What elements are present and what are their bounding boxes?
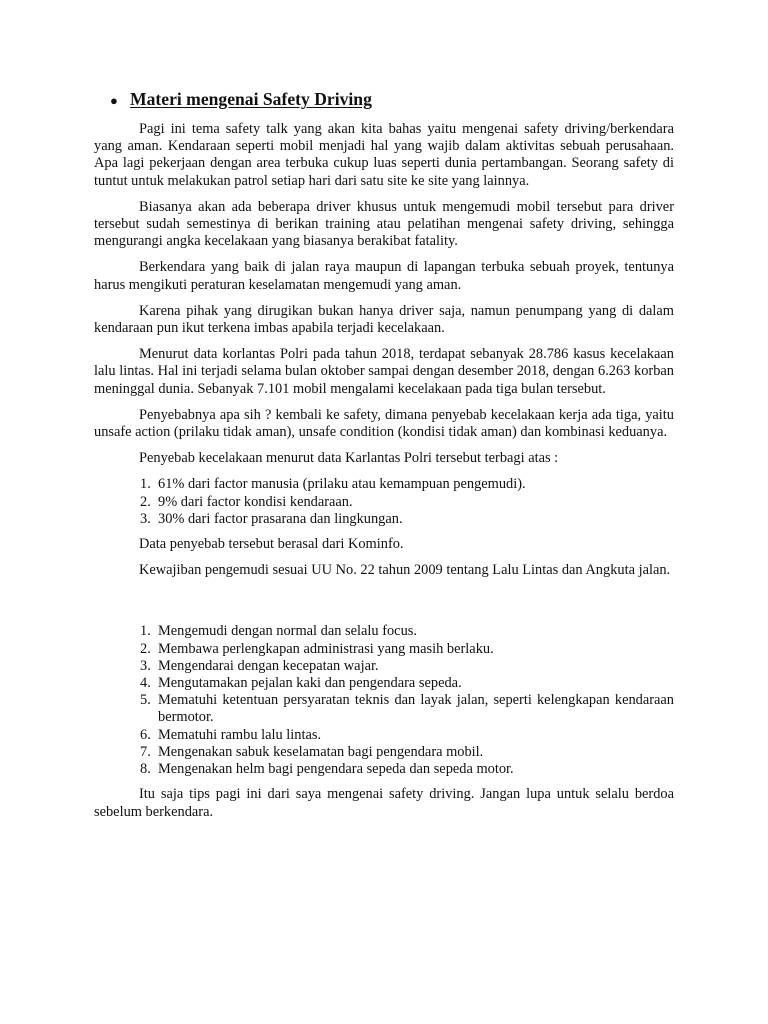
list-number: 2.: [140, 493, 151, 510]
list-item: [94, 623, 674, 640]
list-item: [94, 641, 674, 658]
list-number: 3.: [140, 657, 151, 674]
list-text: Mengemudi dengan normal dan selalu focus.: [158, 623, 417, 640]
list-text: Mengendarai dengan kecepatan wajar.: [158, 657, 379, 674]
list-item: [94, 658, 674, 675]
list-item: [94, 744, 674, 761]
list-item: [94, 476, 674, 493]
list-item: [94, 511, 674, 528]
paragraph: Kewajiban pengemudi sesuai UU No. 22 tahun 2009 tentang Lalu Lintas dan Angkuta jalan.: [139, 562, 671, 579]
bullet-icon: ●: [110, 93, 118, 108]
list-number: 2.: [140, 640, 151, 657]
list-number: 8.: [140, 761, 151, 778]
list-text: Mengutamakan pejalan kaki dan pengendara sepeda.: [158, 675, 462, 692]
obligation-list: [94, 623, 674, 778]
paragraph: Penyebab kecelakaan menurut data Karlantas Polri tersebut terbagi atas :: [139, 450, 559, 467]
section-heading: [110, 88, 674, 112]
paragraph: Biasanya akan ada beberapa driver khusus untuk mengemudi mobil tersebut para driver tersebut sudah semestinya di berikan training atau pelatihan mengenai safety driving, sehingga mengurangi angka kecelakaan yang biasanya berakibat fatality.: [94, 198, 674, 250]
list-item: [94, 761, 674, 778]
list-text: Membawa perlengkapan administrasi yang masih berlaku.: [158, 640, 494, 657]
list-text: Mengenakan sabuk keselamatan bagi pengendara mobil.: [158, 743, 484, 760]
paragraph: Pagi ini tema safety talk yang akan kita bahas yaitu mengenai safety driving/berkendara yang aman. Kendaraan seperti mobil menjadi hal yang wajib dalam aktivitas sebuah perusahaan. Apa lagi pekerjaan dengan area terbuka cukup luas seperti dunia pertambangan. Seorang safety di tuntut untuk melakukan patrol setiap hari dari satu site ke site yang lainnya.: [94, 121, 674, 189]
paragraph: Data penyebab tersebut berasal dari Kominfo.: [139, 536, 404, 553]
list-text: Mematuhi ketentuan persyaratan teknis dan layak jalan, seperti kelengkapan kendaraan bermotor.: [158, 692, 674, 726]
list-number: 6.: [140, 726, 151, 743]
paragraph: Karena pihak yang dirugikan bukan hanya driver saja, namun penumpang yang di dalam kendaraan pun ikut terkena imbas apabila terjadi kecelakaan.: [94, 302, 674, 337]
list-item: [94, 727, 674, 744]
cause-list: [94, 476, 674, 528]
list-number: 7.: [140, 743, 151, 760]
list-number: 4.: [140, 675, 151, 692]
list-number: 1.: [140, 476, 151, 493]
list-text: Mengenakan helm bagi pengendara sepeda dan sepeda motor.: [158, 761, 514, 778]
list-text: Mematuhi rambu lalu lintas.: [158, 726, 322, 743]
heading-title: Materi mengenai Safety Driving: [130, 89, 372, 109]
list-number: 5.: [140, 692, 151, 709]
list-text: 9% dari factor kondisi kendaraan.: [158, 493, 353, 510]
list-item: [94, 692, 674, 726]
list-text: 61% dari factor manusia (prilaku atau kemampuan pengemudi).: [158, 476, 526, 493]
list-number: 1.: [140, 623, 151, 640]
list-item: [94, 494, 674, 511]
list-number: 3.: [140, 510, 151, 527]
paragraph: Penyebabnya apa sih ? kembali ke safety, dimana penyebab kecelakaan kerja ada tiga, yaitu unsafe action (prilaku tidak aman), unsafe condition (kondisi tidak aman) dan kombinasi keduanya.: [94, 406, 674, 441]
list-text: 30% dari factor prasarana dan lingkungan.: [158, 510, 403, 527]
paragraph: Berkendara yang baik di jalan raya maupun di lapangan terbuka sebuah proyek, tentunya harus mengikuti peraturan keselamatan mengemudi yang aman.: [94, 259, 674, 293]
paragraph: Menurut data korlantas Polri pada tahun 2018, terdapat sebanyak 28.786 kasus kecelakaan lalu lintas. Hal ini terjadi selama bulan oktober sampai dengan desember 2018, dengan 6.263 korban meninggal dunia. Sebanyak 7.101 mobil mengalami kecelakaan pada tiga bulan tersebut.: [94, 346, 674, 397]
spacer: [94, 588, 674, 623]
closing-paragraph: Itu saja tips pagi ini dari saya mengenai safety driving. Jangan lupa untuk selalu berdoa sebelum berkendara.: [94, 786, 674, 820]
list-item: [94, 675, 674, 692]
